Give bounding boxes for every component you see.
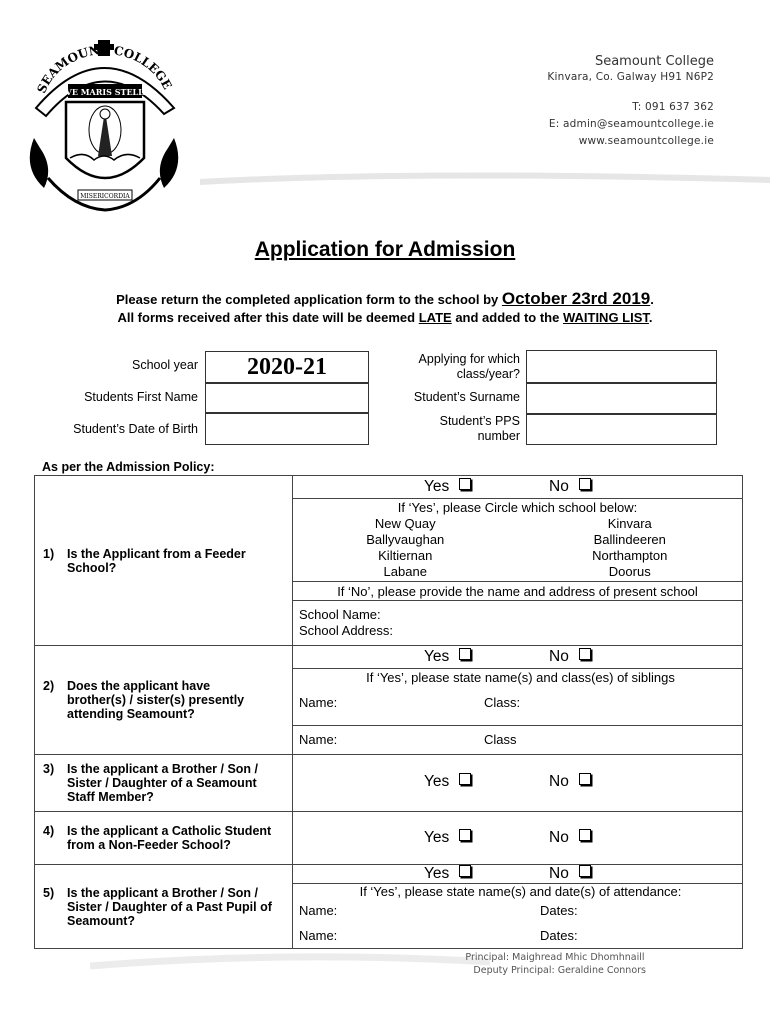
dob-field[interactable] [205,413,369,445]
pps-label: Student’s PPS number [439,414,520,443]
college-email: E: admin@seamountcollege.ie [548,118,714,130]
q2-name-field[interactable]: Name: [299,695,338,710]
q1-school-address-field[interactable]: School Address: [299,623,393,638]
instruction-line-1: Please return the completed application form to the school by October 23rd 2019. [116,289,654,308]
q2-siblings [293,669,743,726]
q5-yes-no: Yes No [293,865,743,884]
applying-class-field[interactable] [526,350,717,383]
q1-feeder-schools [293,499,743,582]
q5-no-checkbox[interactable] [579,865,591,877]
q2-no-checkbox[interactable] [579,648,591,660]
q1-present-school [293,601,743,646]
first-name-field[interactable] [205,383,369,413]
q2-note: If ‘Yes’, please state name(s) and class(es) of siblings [366,670,675,685]
deputy-principal-name: Deputy Principal: Geraldine Connors [473,965,646,976]
q3-yes-checkbox[interactable] [459,773,471,785]
page-title: Application for Admission [254,238,516,261]
school-row [293,564,742,580]
header-swoosh-decoration [0,160,770,200]
school-option[interactable]: Northampton [592,548,668,563]
school-option[interactable]: Labane [383,564,427,579]
principal-name: Principal: Maighread Mhic Dhomhnaill [465,952,645,963]
q5-name-field[interactable]: Name: [299,903,338,918]
q2-question: 2) Does the applicant have brother(s) / sister(s) presently attending Seamount? [35,646,293,755]
q1-question: 1) Is the Applicant from a Feeder School? [35,476,293,646]
pps-field[interactable] [526,414,717,445]
q1-school-name-field[interactable]: School Name: [299,607,381,622]
q3-no-checkbox[interactable] [579,773,591,785]
footer-swoosh-decoration [90,948,490,978]
school-year-field[interactable]: 2020-21 [205,351,369,383]
q5-question: 5) Is the applicant a Brother / Son / Sister / Daughter of a Past Pupil of Seamount? [35,865,293,949]
q2-class-field[interactable]: Class: [484,695,521,710]
college-phone: T: 091 637 362 [632,101,714,113]
q5-dates-field[interactable]: Dates: [540,903,578,918]
footer-staff [465,951,646,977]
q4-no-checkbox[interactable] [579,829,591,841]
school-row [293,548,742,564]
college-contact-block [547,54,714,150]
q5-yes-checkbox[interactable] [459,865,471,877]
q2-name-field[interactable]: Name: [299,732,338,747]
surname-field[interactable] [526,383,717,414]
q2-yes-no: Yes No [293,646,743,669]
q3-yes-no: Yes No [293,755,743,812]
surname-label: Student’s Surname [413,390,520,404]
q4-yes-checkbox[interactable] [459,829,471,841]
q4-question: 4) Is the applicant a Catholic Student from a Non-Feeder School? [35,812,293,865]
q4-yes-no: Yes No [293,812,743,865]
q1-circle-note: If ‘Yes’, please Circle which school below: [397,500,638,515]
q3-question: 3) Is the applicant a Brother / Son / Sister / Daughter of a Seamount Staff Member? [35,755,293,812]
first-name-label: Students First Name [84,390,198,404]
q2-class-field[interactable]: Class [484,732,517,747]
q2-yes-checkbox[interactable] [459,648,471,660]
school-row [293,516,742,532]
school-row [293,532,742,548]
q5-note: If ‘Yes’, please state name(s) and date(s) of attendance: [359,884,682,899]
q1-yes-checkbox[interactable] [459,478,471,490]
svg-text:AVE MARIS STELLA: AVE MARIS STELLA [59,87,151,97]
college-name: Seamount College [594,54,714,69]
school-option[interactable]: Kinvara [607,516,652,531]
instruction-line-2: All forms received after this date will be deemed LATE and added to the WAITING LIST. [117,310,653,325]
q5-name-field[interactable]: Name: [299,928,338,943]
college-website: www.seamountcollege.ie [578,135,714,147]
svg-text:SEAMOUNT COLLEGE: SEAMOUNT COLLEGE [34,42,175,96]
applying-class-label: Applying for which class/year? [418,352,520,381]
school-year-label: School year [131,358,198,372]
school-option[interactable]: Doorus [608,564,651,579]
q1-yes-no: Yes No [293,476,743,499]
q5-attendance [293,884,743,949]
q5-dates-field[interactable]: Dates: [540,928,578,943]
svg-text:MISERICORDIA: MISERICORDIA [80,193,130,200]
school-option[interactable]: Kiltiernan [378,548,433,563]
college-address: Kinvara, Co. Galway H91 N6P2 [547,71,714,83]
school-option[interactable]: New Quay [374,516,436,531]
school-option[interactable]: Ballindeeren [593,532,666,547]
q1-no-checkbox[interactable] [579,478,591,490]
school-option[interactable]: Ballyvaughan [366,532,445,547]
admission-criteria-table [34,475,743,949]
q1-no-note: If ‘No’, please provide the name and address of present school [293,582,743,601]
dob-label: Student’s Date of Birth [73,422,198,436]
q2-siblings-row2 [293,726,743,755]
policy-heading: As per the Admission Policy: [42,460,215,474]
